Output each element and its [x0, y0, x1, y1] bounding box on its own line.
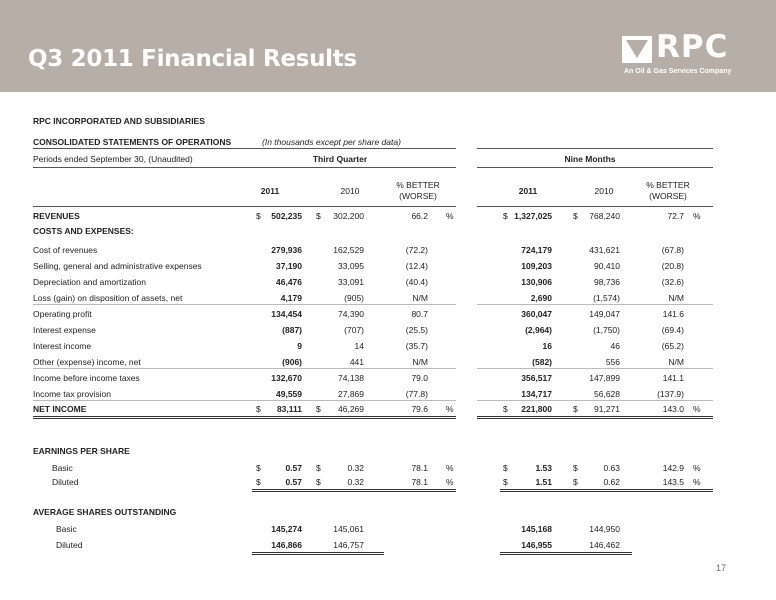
row-label: Depreciation and amortization — [33, 277, 146, 287]
row-q-pct: (25.5) — [405, 325, 428, 335]
statement-title: CONSOLIDATED STATEMENTS OF OPERATIONS — [33, 137, 232, 147]
logo-mark-icon — [622, 36, 652, 63]
pct-sign: % — [446, 211, 454, 221]
eps-diluted-n-pct: 143.5 — [662, 477, 684, 487]
dollar-sign: $ — [256, 477, 261, 487]
row-n-2010: (1,750) — [593, 325, 620, 335]
pct-sign: % — [693, 463, 701, 473]
dollar-sign: $ — [256, 404, 261, 414]
row-label: Interest expense — [33, 325, 96, 335]
statement-note: (In thousands except per share data) — [262, 137, 401, 147]
row-q-pct: (40.4) — [405, 277, 428, 287]
row-label: Cost of revenues — [33, 245, 98, 255]
dollar-sign: $ — [503, 404, 508, 414]
row-n-pct: (20.8) — [661, 261, 684, 271]
row-n-2011: (582) — [532, 357, 552, 367]
row-n-2010: 46 — [610, 341, 620, 351]
rule-period-right — [477, 167, 713, 168]
rule-net-left — [33, 400, 456, 401]
dollar-sign: $ — [503, 463, 508, 473]
row-q-2011: 279,936 — [271, 245, 302, 255]
page-number: 17 — [716, 563, 727, 573]
shares-basic-label: Basic — [56, 524, 77, 534]
eps-basic-q-2011: 0.57 — [285, 463, 302, 473]
eps-basic-n-pct: 142.9 — [662, 463, 684, 473]
eps-diluted-q-2010: 0.32 — [347, 477, 364, 487]
row-n-2010: 56,628 — [594, 389, 620, 399]
row-n-pct: N/M — [668, 293, 684, 303]
net-income-n-pct: 143.0 — [662, 404, 684, 414]
n-col-2010: 2010 — [594, 186, 614, 196]
row-label: Other (expense) income, net — [33, 357, 141, 367]
row-n-2011: 2,690 — [530, 293, 552, 303]
row-n-2010: 556 — [605, 357, 620, 367]
net-income-q-2011: 83,111 — [276, 404, 302, 414]
row-n-2011: 360,047 — [521, 309, 552, 319]
row-q-2011: 132,670 — [271, 373, 302, 383]
row-n-2010: 90,410 — [594, 261, 620, 271]
rule-period-left — [33, 167, 456, 168]
logo-tagline: An Oil & Gas Services Company — [624, 68, 732, 75]
shares-diluted-q-2011: 146,866 — [271, 540, 302, 550]
row-q-2011: 49,559 — [276, 389, 302, 399]
dollar-sign: $ — [316, 404, 321, 414]
slide-title: Q3 2011 Financial Results — [28, 46, 357, 72]
row-q-2011: 9 — [297, 341, 302, 351]
row-q-2010: 33,095 — [338, 261, 364, 271]
row-n-2011: 134,717 — [521, 389, 552, 399]
row-q-2010: 27,869 — [338, 389, 364, 399]
row-label-net-income: NET INCOME — [33, 404, 87, 414]
row-q-2010: 74,138 — [338, 373, 364, 383]
dollar-sign: $ — [573, 404, 578, 414]
revenues-q-pct: 66.2 — [411, 211, 428, 221]
rule-subtotal-left — [33, 304, 456, 305]
net-income-q-2010: 46,269 — [338, 404, 364, 414]
dollar-sign: $ — [256, 211, 261, 221]
row-q-pct: (35.7) — [405, 341, 428, 351]
row-q-2010: (707) — [344, 325, 364, 335]
row-n-pct: 141.1 — [662, 373, 684, 383]
revenues-n-2010: 768,240 — [589, 211, 620, 221]
dollar-sign: $ — [573, 477, 578, 487]
rule-top-left — [33, 148, 456, 149]
row-label: Selling, general and administrative expenses — [33, 261, 202, 271]
rule-pretax-left — [33, 368, 456, 369]
row-label: Income tax provision — [33, 389, 111, 399]
row-n-2010: 149,047 — [589, 309, 620, 319]
section-eps: EARNINGS PER SHARE — [33, 446, 130, 456]
row-n-2011: (2,964) — [525, 325, 552, 335]
row-q-pct: 80.7 — [411, 309, 428, 319]
dollar-sign: $ — [316, 463, 321, 473]
row-q-2011: (906) — [282, 357, 302, 367]
row-label: Income before income taxes — [33, 373, 140, 383]
n-col-2011: 2011 — [518, 186, 538, 196]
dollar-sign: $ — [316, 211, 321, 221]
row-q-2011: (887) — [282, 325, 302, 335]
row-q-pct: N/M — [412, 357, 428, 367]
nine-months-header: Nine Months — [564, 154, 616, 164]
dollar-sign: $ — [573, 211, 578, 221]
dollar-sign: $ — [503, 477, 508, 487]
rule-colhead-left — [33, 206, 456, 207]
shares-diluted-q-2010: 146,757 — [333, 540, 364, 550]
rule-subtotal-right — [477, 304, 713, 305]
row-q-2010: (905) — [344, 293, 364, 303]
q-col-2010: 2010 — [340, 186, 360, 196]
rule-shares-left — [252, 552, 384, 555]
dollar-sign: $ — [316, 477, 321, 487]
row-n-pct: 141.6 — [662, 309, 684, 319]
rule-double-right — [477, 416, 713, 419]
eps-basic-n-2011: 1.53 — [535, 463, 552, 473]
row-n-2010: 431,621 — [589, 245, 620, 255]
pct-sign: % — [693, 404, 701, 414]
row-q-pct: 79.0 — [411, 373, 428, 383]
row-q-2010: 33,091 — [338, 277, 364, 287]
q-col-better: % BETTER (WORSE) — [396, 180, 440, 201]
dollar-sign: $ — [256, 463, 261, 473]
third-quarter-header: Third Quarter — [312, 154, 368, 164]
pct-sign: % — [446, 463, 454, 473]
shares-basic-n-2010: 144,950 — [589, 524, 620, 534]
eps-diluted-q-2011: 0.57 — [285, 477, 302, 487]
shares-diluted-label: Diluted — [56, 540, 83, 550]
row-q-pct: (12.4) — [405, 261, 428, 271]
rule-net-right — [477, 400, 713, 401]
row-label: Loss (gain) on disposition of assets, net — [33, 293, 183, 303]
pct-sign: % — [446, 404, 454, 414]
rule-shares-right — [500, 552, 632, 555]
eps-basic-q-pct: 78.1 — [411, 463, 428, 473]
row-q-2011: 4,179 — [280, 293, 302, 303]
row-n-pct: (65.2) — [661, 341, 684, 351]
eps-basic-label: Basic — [52, 463, 73, 473]
eps-diluted-n-2011: 1.51 — [535, 477, 552, 487]
rule-double-left — [33, 416, 456, 419]
row-n-2011: 109,203 — [521, 261, 552, 271]
revenues-n-pct: 72.7 — [667, 211, 684, 221]
row-n-pct: (32.6) — [661, 277, 684, 287]
rpc-logo — [622, 29, 752, 81]
net-income-q-pct: 79.6 — [411, 404, 428, 414]
row-q-2010: 14 — [354, 341, 364, 351]
pct-sign: % — [446, 477, 454, 487]
company-name: RPC INCORPORATED AND SUBSIDIARIES — [33, 116, 205, 126]
row-n-2010: 98,736 — [594, 277, 620, 287]
row-q-pct: (72.2) — [405, 245, 428, 255]
revenues-q-2011: 502,235 — [271, 211, 302, 221]
dollar-sign: $ — [503, 211, 508, 221]
shares-basic-n-2011: 145,168 — [521, 524, 552, 534]
period-label: Periods ended September 30, (Unaudited) — [33, 154, 193, 164]
shares-diluted-n-2011: 146,955 — [521, 540, 552, 550]
row-n-2011: 16 — [542, 341, 552, 351]
q-col-2011: 2011 — [260, 186, 280, 196]
rule-pretax-right — [477, 368, 713, 369]
row-n-2011: 356,517 — [521, 373, 552, 383]
section-costs: COSTS AND EXPENSES: — [33, 226, 134, 236]
eps-diluted-q-pct: 78.1 — [411, 477, 428, 487]
rule-top-right — [477, 148, 713, 149]
row-q-2010: 441 — [349, 357, 364, 367]
revenues-n-2011: 1,327,025 — [514, 211, 552, 221]
shares-basic-q-2011: 145,274 — [271, 524, 302, 534]
row-label: Operating profit — [33, 309, 92, 319]
row-n-pct: N/M — [668, 357, 684, 367]
pct-sign: % — [693, 477, 701, 487]
row-q-2011: 134,454 — [271, 309, 302, 319]
rule-eps-right — [500, 489, 713, 492]
n-col-better: % BETTER (WORSE) — [646, 180, 690, 201]
row-n-pct: (69.4) — [661, 325, 684, 335]
row-label: Interest income — [33, 341, 92, 351]
eps-diluted-label: Diluted — [52, 477, 79, 487]
revenues-q-2010: 302,200 — [333, 211, 364, 221]
row-n-2011: 130,906 — [521, 277, 552, 287]
eps-basic-n-2010: 0.63 — [603, 463, 620, 473]
row-n-2010: (1,574) — [593, 293, 620, 303]
title-banner — [0, 0, 776, 92]
row-n-2011: 724,179 — [521, 245, 552, 255]
rule-eps-left — [252, 489, 456, 492]
net-income-n-2011: 221,800 — [521, 404, 552, 414]
logo-text: RPC — [656, 29, 729, 65]
row-n-pct: (137.9) — [657, 389, 684, 399]
row-n-2010: 147,899 — [589, 373, 620, 383]
shares-basic-q-2010: 145,061 — [333, 524, 364, 534]
rule-colhead-right — [477, 206, 713, 207]
row-n-pct: (67.8) — [661, 245, 684, 255]
row-q-2011: 46,476 — [276, 277, 302, 287]
section-shares: AVERAGE SHARES OUTSTANDING — [33, 507, 177, 517]
row-q-pct: (77.8) — [405, 389, 428, 399]
pct-sign: % — [693, 211, 701, 221]
row-q-2011: 37,190 — [276, 261, 302, 271]
net-income-n-2010: 91,271 — [594, 404, 620, 414]
eps-diluted-n-2010: 0.62 — [603, 477, 620, 487]
dollar-sign: $ — [573, 463, 578, 473]
row-q-pct: N/M — [412, 293, 428, 303]
shares-diluted-n-2010: 146,462 — [589, 540, 620, 550]
eps-basic-q-2010: 0.32 — [347, 463, 364, 473]
row-q-2010: 74,390 — [338, 309, 364, 319]
row-q-2010: 162,529 — [333, 245, 364, 255]
row-label-revenues: REVENUES — [33, 211, 80, 221]
